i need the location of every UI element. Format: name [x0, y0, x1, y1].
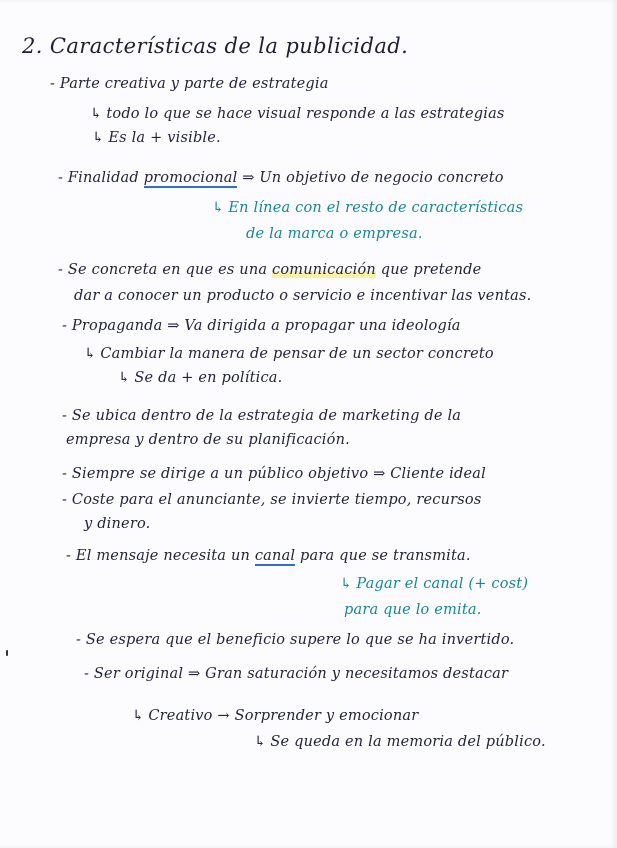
arrow-icon: ↳ [118, 370, 131, 386]
arrow-icon: ↳ [212, 200, 225, 216]
note-line: ↳ Cambiar la manera de pensar de un sector concreto [84, 346, 494, 362]
note-line: empresa y dentro de su planificación. [66, 432, 350, 448]
highlighted-word: comunicación [272, 262, 376, 278]
arrow-icon: ↳ [92, 130, 105, 146]
note-line: - Coste para el anunciante, se invierte tiempo, recursos [62, 492, 482, 508]
arrow-icon: ↳ [132, 708, 145, 724]
note-line: - Se concreta en que es una comunicación que pretende [58, 262, 482, 278]
note-line: ↳ Pagar el canal (+ cost) [340, 576, 529, 592]
note-line: ↳ todo lo que se hace visual responde a las estrategias [90, 106, 505, 122]
note-line: - Se ubica dentro de la estrategia de marketing de la [62, 408, 462, 424]
pen-mark [6, 650, 8, 656]
note-line: - El mensaje necesita un canal para que se transmita. [66, 548, 471, 564]
underlined-word: promocional [143, 170, 238, 186]
note-line: y dinero. [84, 516, 151, 532]
note-line: ↳ En línea con el resto de características [212, 200, 524, 216]
note-line: de la marca o empresa. [246, 226, 423, 242]
page-title: 2. Características de la publicidad. [22, 34, 409, 58]
note-line: - Se espera que el beneficio supere lo que se ha invertido. [76, 632, 515, 648]
note-line: - Propaganda ⇒ Va dirigida a propagar una ideología [62, 318, 461, 334]
note-line: para que lo emita. [344, 602, 482, 618]
arrow-icon: ↳ [84, 346, 97, 362]
note-line: ↳ Es la + visible. [92, 130, 221, 146]
underlined-word: canal [254, 548, 296, 564]
note-line: dar a conocer un producto o servicio e incentivar las ventas. [74, 288, 532, 304]
note-line: - Parte creativa y parte de estrategia [50, 76, 329, 92]
note-line: ↳ Se queda en la memoria del público. [254, 734, 546, 750]
arrow-icon: ↳ [340, 576, 353, 592]
note-line: ↳ Se da + en política. [118, 370, 283, 386]
note-line: ↳ Creativo → Sorprender y emocionar [132, 708, 419, 724]
arrow-icon: ↳ [254, 734, 267, 750]
arrow-icon: ↳ [90, 106, 103, 122]
note-line: - Siempre se dirige a un público objetivo ⇒ Cliente ideal [62, 466, 486, 482]
note-line: - Finalidad promocional ⇒ Un objetivo de negocio concreto [58, 170, 504, 186]
note-line: - Ser original ⇒ Gran saturación y necesitamos destacar [84, 666, 509, 682]
